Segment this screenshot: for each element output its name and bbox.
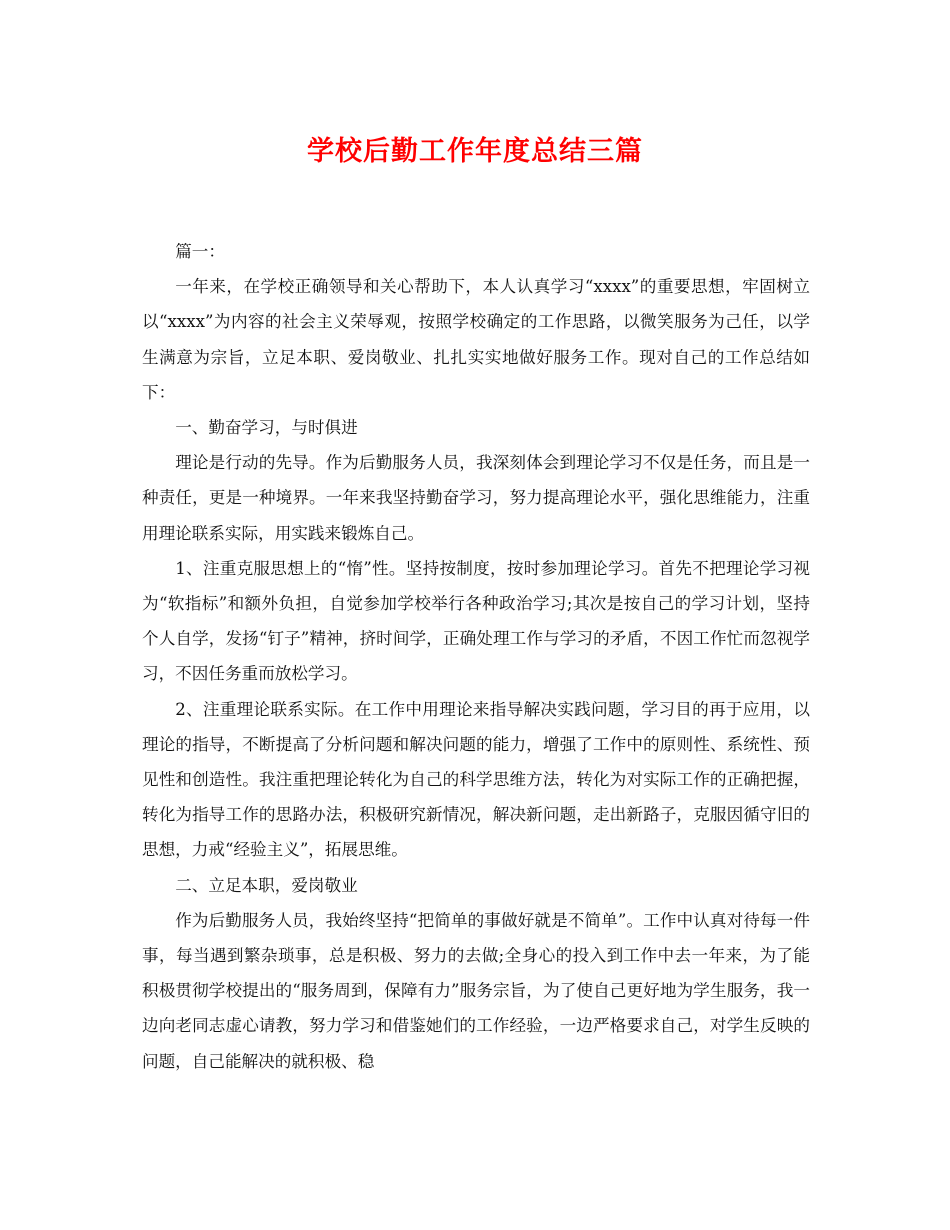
body-paragraph: 2、注重理论联系实际。在工作中用理论来指导解决实践问题，学习目的再于应用，以理论的指导，不断提高了分析问题和解决问题的能力，增强了工作中的原则性、系统性、预见性和创造性。我注重把理论转化为自己的科学思维方法，转化为对实际工作的正确把握，转化为指导工作的思路办法，积极研究新情况，解决新问题，走出新路子，克服因循守旧的思想，力戒“经验主义”，拓展思维。 bbox=[142, 699, 810, 860]
section-label: 篇一： bbox=[175, 242, 225, 261]
section-heading: 二、立足本职，爱岗敬业 bbox=[175, 875, 358, 895]
body-paragraph: 作为后勤服务人员，我始终坚持“把简单的事做好就是不简单”。工作中认真对待每一件事，每当遇到繁杂琐事，总是积极、努力的去做;全身心的投入到工作中去一年来，为了能积极贯彻学校提出的“服务周到，保障有力”服务宗旨，为了使自己更好地为学生服务，我一边向老同志虚心请教，努力学习和借鉴她们的工作经验，一边严格要求自己，对学生反映的问题，自己能解决的就积极、稳 bbox=[142, 910, 810, 1071]
body-paragraph: 理论是行动的先导。作为后勤服务人员，我深刻体会到理论学习不仅是任务，而且是一种责任，更是一种境界。一年来我坚持勤奋学习，努力提高理论水平，强化思维能力，注重用理论联系实际，用实践来锻炼自己。 bbox=[142, 453, 810, 543]
body-paragraph: 一年来，在学校正确领导和关心帮助下，本人认真学习“xxxx”的重要思想，牢固树立以“xxxx”为内容的社会主义荣辱观，按照学校确定的工作思路，以微笑服务为己任，以学生满意为宗旨，立足本职、爱岗敬业、扎扎实实地做好服务工作。现对自己的工作总结如下： bbox=[142, 277, 810, 402]
document-body bbox=[142, 234, 810, 1079]
document-title: 学校后勤工作年度总结三篇 bbox=[307, 136, 643, 167]
section-heading: 一、勤奋学习，与时俱进 bbox=[175, 418, 358, 438]
body-paragraph: 1、注重克服思想上的“惰”性。坚持按制度，按时参加理论学习。首先不把理论学习视为“软指标”和额外负担，自觉参加学校举行各种政治学习;其次是按自己的学习计划，坚持个人自学，发扬“钉子”精神，挤时间学，正确处理工作与学习的矛盾，不因工作忙而忽视学习，不因任务重而放松学习。 bbox=[142, 558, 810, 684]
